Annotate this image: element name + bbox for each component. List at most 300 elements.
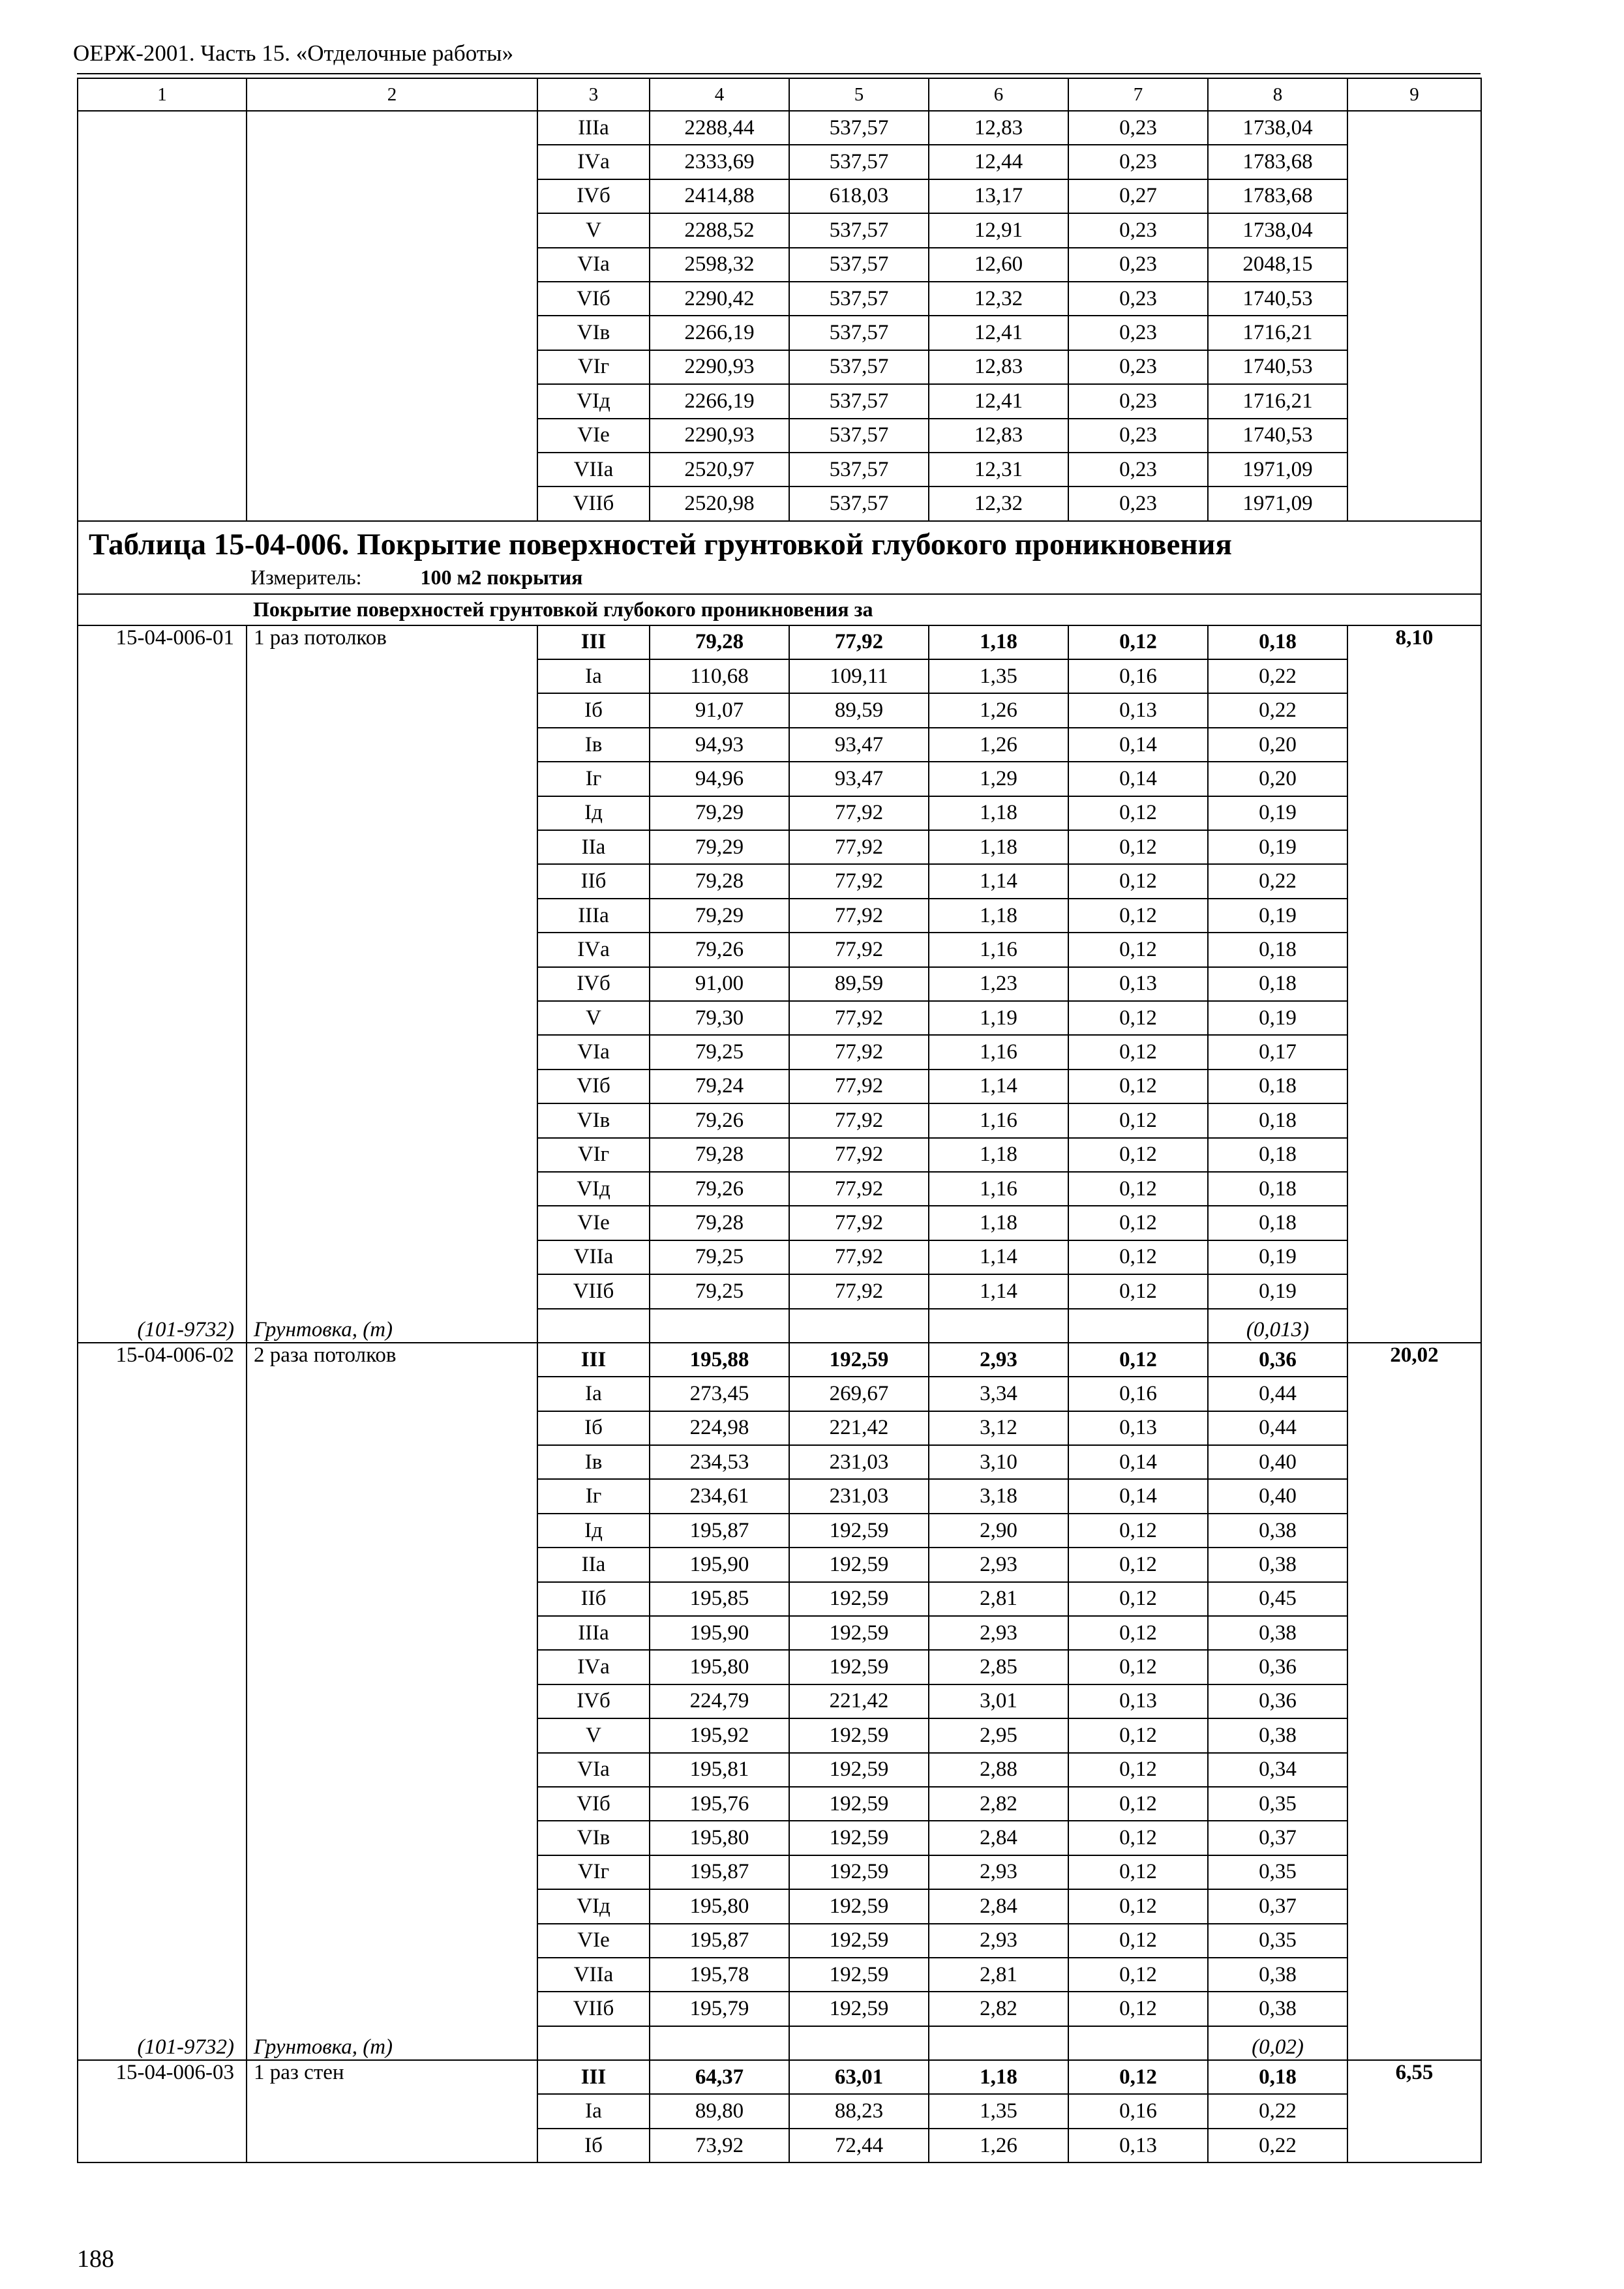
total-cell [1347, 453, 1481, 486]
materials-cell: 0,22 [1208, 659, 1347, 693]
wages-cell: 89,59 [789, 693, 929, 727]
wages-cell: 192,59 [789, 1924, 929, 1958]
wages-cell: 192,59 [789, 1889, 929, 1923]
driver-wages-cell: 0,12 [1068, 899, 1208, 933]
driver-wages-cell: 0,12 [1068, 1070, 1208, 1103]
total-cost-cell: 195,80 [650, 1650, 789, 1684]
machines-cell: 1,35 [929, 2094, 1068, 2128]
driver-wages-cell: 0,12 [1068, 1821, 1208, 1855]
total-cost-cell: 224,98 [650, 1411, 789, 1445]
name-cell [247, 350, 537, 384]
table-row [78, 179, 1481, 213]
page-number: 188 [77, 2245, 114, 2273]
meter-value: 100 м2 покрытия [420, 565, 583, 590]
total-cost-cell: 2266,19 [650, 384, 789, 418]
wages-cell: 192,59 [789, 1582, 929, 1616]
wages-cell: 192,59 [789, 1650, 929, 1684]
material-code: (101-9732) [137, 2035, 234, 2059]
table-row [78, 316, 1481, 350]
driver-wages-cell: 0,13 [1068, 1684, 1208, 1718]
entry-code [78, 625, 247, 1343]
total-cost-cell: 79,30 [650, 1001, 789, 1035]
zone-cell: VIб [537, 1070, 650, 1103]
zone-cell: IIб [537, 864, 650, 898]
total-cost-cell: 195,90 [650, 1616, 789, 1650]
total-cost-cell: 2288,52 [650, 213, 789, 247]
driver-wages-cell: 0,14 [1068, 762, 1208, 796]
driver-wages-cell: 0,23 [1068, 111, 1208, 145]
wages-cell: 192,59 [789, 1958, 929, 1992]
entry-name [247, 1343, 537, 2060]
materials-cell: 0,19 [1208, 1274, 1347, 1308]
code-cell [78, 213, 247, 247]
total-cost-cell: 2333,69 [650, 145, 789, 179]
driver-wages-cell: 0,12 [1068, 830, 1208, 864]
wages-cell: 618,03 [789, 179, 929, 213]
material-qty: (0,02) [1208, 2026, 1347, 2060]
machines-cell: 2,84 [929, 1821, 1068, 1855]
driver-wages-cell: 0,12 [1068, 1958, 1208, 1992]
material-empty-zone [537, 1309, 650, 1343]
materials-cell: 0,18 [1208, 1070, 1347, 1103]
driver-wages-cell: 0,23 [1068, 316, 1208, 350]
machines-cell: 1,18 [929, 830, 1068, 864]
total-cell [1347, 179, 1481, 213]
meter-row [78, 562, 1481, 594]
materials-cell: 0,38 [1208, 1514, 1347, 1548]
zone-cell: Iб [537, 693, 650, 727]
machines-cell: 12,91 [929, 213, 1068, 247]
total-cost-cell: 2414,88 [650, 179, 789, 213]
zone-cell: Iг [537, 1479, 650, 1513]
total-cost-cell: 94,93 [650, 728, 789, 762]
total-cost-cell: 2290,93 [650, 350, 789, 384]
code-cell [78, 486, 247, 520]
total-cost-cell: 195,80 [650, 1889, 789, 1923]
zone-cell: IVа [537, 145, 650, 179]
material-empty-total [650, 1309, 789, 1343]
materials-cell: 1716,21 [1208, 384, 1347, 418]
machines-cell: 12,83 [929, 350, 1068, 384]
total-cost-cell: 79,25 [650, 1240, 789, 1274]
driver-wages-cell: 0,12 [1068, 2060, 1208, 2094]
material-name: Грунтовка, (т) [254, 2035, 393, 2059]
wages-cell: 77,92 [789, 625, 929, 659]
total-cost-cell: 110,68 [650, 659, 789, 693]
name-cell [247, 486, 537, 520]
wages-cell: 93,47 [789, 728, 929, 762]
code-cell [78, 453, 247, 486]
entry-name [247, 625, 537, 1343]
zone-cell: Iа [537, 659, 650, 693]
driver-wages-cell: 0,23 [1068, 486, 1208, 520]
table-row [78, 486, 1481, 520]
driver-wages-cell: 0,12 [1068, 1343, 1208, 1377]
code-cell [78, 419, 247, 453]
materials-cell: 1740,53 [1208, 419, 1347, 453]
total-cost-cell: 195,87 [650, 1924, 789, 1958]
machines-cell: 1,26 [929, 693, 1068, 727]
materials-cell: 0,20 [1208, 728, 1347, 762]
wages-cell: 192,59 [789, 1718, 929, 1752]
materials-cell: 0,19 [1208, 899, 1347, 933]
wages-cell: 77,92 [789, 1240, 929, 1274]
materials-cell: 0,45 [1208, 1582, 1347, 1616]
subtitle-text: Покрытие поверхностей грунтовкой глубокого проникновения за [253, 597, 873, 621]
materials-cell: 0,36 [1208, 1343, 1347, 1377]
driver-wages-cell: 0,12 [1068, 625, 1208, 659]
driver-wages-cell: 0,16 [1068, 2094, 1208, 2128]
materials-cell: 0,34 [1208, 1753, 1347, 1787]
wages-cell: 77,92 [789, 1138, 929, 1172]
materials-cell: 0,35 [1208, 1855, 1347, 1889]
subtitle-cell [78, 594, 1481, 625]
driver-wages-cell: 0,12 [1068, 1138, 1208, 1172]
machines-cell: 2,93 [929, 1855, 1068, 1889]
materials-cell: 0,37 [1208, 1889, 1347, 1923]
machines-cell: 12,41 [929, 384, 1068, 418]
total-cost-cell: 2266,19 [650, 316, 789, 350]
machines-cell: 3,18 [929, 1479, 1068, 1513]
zone-cell: VIа [537, 248, 650, 282]
machines-cell: 12,83 [929, 419, 1068, 453]
name-cell [247, 453, 537, 486]
driver-wages-cell: 0,13 [1068, 967, 1208, 1001]
driver-wages-cell: 0,12 [1068, 1035, 1208, 1069]
wages-cell: 231,03 [789, 1445, 929, 1479]
material-empty-machines [929, 2026, 1068, 2060]
subtitle-row [78, 594, 1481, 625]
entry-total: 6,55 [1347, 2060, 1481, 2162]
machines-cell: 2,93 [929, 1924, 1068, 1958]
zone-cell: VIIб [537, 486, 650, 520]
wages-cell: 63,01 [789, 2060, 929, 2094]
wages-cell: 192,59 [789, 1343, 929, 1377]
wages-cell: 221,42 [789, 1411, 929, 1445]
zone-cell: VIд [537, 384, 650, 418]
total-cost-cell: 91,00 [650, 967, 789, 1001]
zone-cell: VIе [537, 1206, 650, 1240]
machines-cell: 1,35 [929, 659, 1068, 693]
material-empty-driver [1068, 2026, 1208, 2060]
material-empty-driver [1068, 1309, 1208, 1343]
wages-cell: 192,59 [789, 1821, 929, 1855]
wages-cell: 269,67 [789, 1377, 929, 1411]
table-row [78, 282, 1481, 316]
total-cost-cell: 2598,32 [650, 248, 789, 282]
driver-wages-cell: 0,12 [1068, 1889, 1208, 1923]
machines-cell: 12,83 [929, 111, 1068, 145]
materials-cell: 0,20 [1208, 762, 1347, 796]
driver-wages-cell: 0,12 [1068, 1240, 1208, 1274]
total-cell [1347, 282, 1481, 316]
materials-cell: 1971,09 [1208, 453, 1347, 486]
wages-cell: 77,92 [789, 830, 929, 864]
name-cell [247, 419, 537, 453]
material-empty-wages [789, 1309, 929, 1343]
table-title-row [78, 521, 1481, 562]
wages-cell: 109,11 [789, 659, 929, 693]
machines-cell: 2,82 [929, 1787, 1068, 1821]
column-number-8: 8 [1208, 78, 1347, 111]
materials-cell: 0,18 [1208, 1138, 1347, 1172]
wages-cell: 192,59 [789, 1855, 929, 1889]
machines-cell: 2,82 [929, 1992, 1068, 2026]
materials-cell: 0,18 [1208, 933, 1347, 966]
materials-cell: 1740,53 [1208, 350, 1347, 384]
zone-cell: VIб [537, 1787, 650, 1821]
wages-cell: 77,92 [789, 899, 929, 933]
total-cell [1347, 486, 1481, 520]
driver-wages-cell: 0,12 [1068, 1855, 1208, 1889]
meter-label: Измеритель: [250, 565, 362, 590]
driver-wages-cell: 0,12 [1068, 1924, 1208, 1958]
materials-cell: 0,17 [1208, 1035, 1347, 1069]
code-cell [78, 384, 247, 418]
wages-cell: 537,57 [789, 111, 929, 145]
wages-cell: 537,57 [789, 248, 929, 282]
driver-wages-cell: 0,12 [1068, 864, 1208, 898]
total-cost-cell: 195,87 [650, 1855, 789, 1889]
zone-cell: IIIа [537, 899, 650, 933]
zone-cell: VIд [537, 1889, 650, 1923]
wages-cell: 192,59 [789, 1616, 929, 1650]
total-cost-cell: 195,87 [650, 1514, 789, 1548]
column-number-row [78, 78, 1481, 111]
wages-cell: 89,59 [789, 967, 929, 1001]
zone-cell: IVа [537, 933, 650, 966]
driver-wages-cell: 0,14 [1068, 728, 1208, 762]
zone-cell: IIа [537, 830, 650, 864]
total-cost-cell: 79,28 [650, 1206, 789, 1240]
total-cost-cell: 195,79 [650, 1992, 789, 2026]
driver-wages-cell: 0,23 [1068, 419, 1208, 453]
zone-cell: V [537, 213, 650, 247]
driver-wages-cell: 0,12 [1068, 1172, 1208, 1206]
wages-cell: 537,57 [789, 453, 929, 486]
total-cost-cell: 79,28 [650, 1138, 789, 1172]
code-cell [78, 350, 247, 384]
wages-cell: 537,57 [789, 213, 929, 247]
wages-cell: 77,92 [789, 1070, 929, 1103]
total-cost-cell: 79,29 [650, 796, 789, 830]
machines-cell: 1,23 [929, 967, 1068, 1001]
table-row [78, 2060, 1481, 2094]
zone-cell: VIIб [537, 1274, 650, 1308]
materials-cell: 1783,68 [1208, 145, 1347, 179]
entry-code [78, 1343, 247, 2060]
materials-cell: 1971,09 [1208, 486, 1347, 520]
zone-cell: Iг [537, 762, 650, 796]
materials-cell: 0,19 [1208, 796, 1347, 830]
zone-cell: Iа [537, 1377, 650, 1411]
zone-cell: III [537, 625, 650, 659]
total-cost-cell: 64,37 [650, 2060, 789, 2094]
materials-cell: 1740,53 [1208, 282, 1347, 316]
materials-cell: 1783,68 [1208, 179, 1347, 213]
zone-cell: IIIа [537, 111, 650, 145]
driver-wages-cell: 0,12 [1068, 933, 1208, 966]
code-cell [78, 111, 247, 145]
total-cell [1347, 316, 1481, 350]
materials-cell: 0,38 [1208, 1718, 1347, 1752]
machines-cell: 2,81 [929, 1582, 1068, 1616]
wages-cell: 231,03 [789, 1479, 929, 1513]
machines-cell: 2,84 [929, 1889, 1068, 1923]
wages-cell: 192,59 [789, 1753, 929, 1787]
machines-cell: 1,16 [929, 1172, 1068, 1206]
materials-cell: 0,38 [1208, 1992, 1347, 2026]
table-row [78, 1343, 1481, 1377]
material-empty-wages [789, 2026, 929, 2060]
total-cost-cell: 2520,98 [650, 486, 789, 520]
driver-wages-cell: 0,23 [1068, 453, 1208, 486]
total-cost-cell: 195,88 [650, 1343, 789, 1377]
column-number-4: 4 [650, 78, 789, 111]
driver-wages-cell: 0,23 [1068, 282, 1208, 316]
total-cost-cell: 79,26 [650, 933, 789, 966]
zone-cell: IVб [537, 179, 650, 213]
name-cell [247, 111, 537, 145]
zone-cell: VIв [537, 1103, 650, 1137]
machines-cell: 1,26 [929, 728, 1068, 762]
driver-wages-cell: 0,27 [1068, 179, 1208, 213]
wages-cell: 537,57 [789, 350, 929, 384]
wages-cell: 77,92 [789, 1001, 929, 1035]
driver-wages-cell: 0,12 [1068, 1616, 1208, 1650]
zone-cell: VIг [537, 350, 650, 384]
code-cell [78, 282, 247, 316]
zone-cell: VIб [537, 282, 650, 316]
total-cost-cell: 195,85 [650, 1582, 789, 1616]
machines-cell: 1,29 [929, 762, 1068, 796]
machines-cell: 12,41 [929, 316, 1068, 350]
entry-code: 15-04-006-03 [78, 2060, 247, 2162]
machines-cell: 2,81 [929, 1958, 1068, 1992]
machines-cell: 2,95 [929, 1718, 1068, 1752]
materials-cell: 0,19 [1208, 1240, 1347, 1274]
total-cost-cell: 2290,42 [650, 282, 789, 316]
machines-cell: 2,93 [929, 1548, 1068, 1581]
driver-wages-cell: 0,14 [1068, 1445, 1208, 1479]
wages-cell: 77,92 [789, 1035, 929, 1069]
machines-cell: 1,26 [929, 2129, 1068, 2162]
zone-cell: IIб [537, 1582, 650, 1616]
column-number-9: 9 [1347, 78, 1481, 111]
total-cost-cell: 195,80 [650, 1821, 789, 1855]
total-cost-cell: 79,28 [650, 625, 789, 659]
name-cell [247, 282, 537, 316]
total-cost-cell: 195,78 [650, 1958, 789, 1992]
wages-cell: 537,57 [789, 145, 929, 179]
materials-cell: 0,22 [1208, 2094, 1347, 2128]
wages-cell: 72,44 [789, 2129, 929, 2162]
wages-cell: 221,42 [789, 1684, 929, 1718]
total-cost-cell: 224,79 [650, 1684, 789, 1718]
zone-cell: VIв [537, 316, 650, 350]
machines-cell: 2,85 [929, 1650, 1068, 1684]
material-qty: (0,013) [1208, 1309, 1347, 1343]
wages-cell: 77,92 [789, 796, 929, 830]
name-cell [247, 248, 537, 282]
total-cost-cell: 91,07 [650, 693, 789, 727]
total-cost-cell: 195,90 [650, 1548, 789, 1581]
driver-wages-cell: 0,12 [1068, 1787, 1208, 1821]
driver-wages-cell: 0,12 [1068, 1718, 1208, 1752]
driver-wages-cell: 0,13 [1068, 2129, 1208, 2162]
driver-wages-cell: 0,13 [1068, 693, 1208, 727]
zone-cell: VIIа [537, 453, 650, 486]
zone-cell: Iб [537, 1411, 650, 1445]
table-row [78, 248, 1481, 282]
machines-cell: 2,93 [929, 1343, 1068, 1377]
zone-cell: VIе [537, 419, 650, 453]
table-row [78, 145, 1481, 179]
total-cost-cell: 79,26 [650, 1103, 789, 1137]
name-cell [247, 316, 537, 350]
zone-cell: VIа [537, 1753, 650, 1787]
total-cost-cell: 89,80 [650, 2094, 789, 2128]
materials-cell: 0,44 [1208, 1377, 1347, 1411]
zone-cell: VIIа [537, 1958, 650, 1992]
zone-cell: VIIб [537, 1992, 650, 2026]
machines-cell: 1,14 [929, 864, 1068, 898]
zone-cell: Iв [537, 728, 650, 762]
driver-wages-cell: 0,23 [1068, 213, 1208, 247]
zone-cell: VIд [537, 1172, 650, 1206]
machines-cell: 1,16 [929, 933, 1068, 966]
table-row [78, 111, 1481, 145]
zone-cell: Iа [537, 2094, 650, 2128]
materials-cell: 0,35 [1208, 1787, 1347, 1821]
materials-cell: 0,38 [1208, 1548, 1347, 1581]
material-code: (101-9732) [137, 1317, 234, 1341]
material-name: Грунтовка, (т) [254, 1317, 393, 1341]
column-number-7: 7 [1068, 78, 1208, 111]
materials-cell: 0,22 [1208, 864, 1347, 898]
materials-cell: 0,18 [1208, 967, 1347, 1001]
total-cost-cell: 2520,97 [650, 453, 789, 486]
wages-cell: 77,92 [789, 1172, 929, 1206]
driver-wages-cell: 0,12 [1068, 1992, 1208, 2026]
running-header: ОЕРЖ-2001. Часть 15. «Отделочные работы» [73, 40, 514, 66]
zone-cell: III [537, 1343, 650, 1377]
zone-cell: IVа [537, 1650, 650, 1684]
wages-cell: 537,57 [789, 282, 929, 316]
wages-cell: 192,59 [789, 1992, 929, 2026]
materials-cell: 0,38 [1208, 1616, 1347, 1650]
machines-cell: 3,34 [929, 1377, 1068, 1411]
driver-wages-cell: 0,13 [1068, 1411, 1208, 1445]
machines-cell: 12,60 [929, 248, 1068, 282]
machines-cell: 13,17 [929, 179, 1068, 213]
wages-cell: 537,57 [789, 384, 929, 418]
name-cell [247, 384, 537, 418]
total-cost-cell: 79,28 [650, 864, 789, 898]
zone-cell: IIIа [537, 1616, 650, 1650]
entry-name-text: 1 раз потолков [254, 625, 387, 650]
code-cell [78, 145, 247, 179]
zone-cell: VIв [537, 1821, 650, 1855]
wages-cell: 93,47 [789, 762, 929, 796]
materials-cell: 0,40 [1208, 1479, 1347, 1513]
total-cost-cell: 195,76 [650, 1787, 789, 1821]
materials-cell: 0,38 [1208, 1958, 1347, 1992]
machines-cell: 3,10 [929, 1445, 1068, 1479]
zone-cell: IVб [537, 967, 650, 1001]
zone-cell: VIг [537, 1855, 650, 1889]
header-rule [77, 73, 1481, 74]
